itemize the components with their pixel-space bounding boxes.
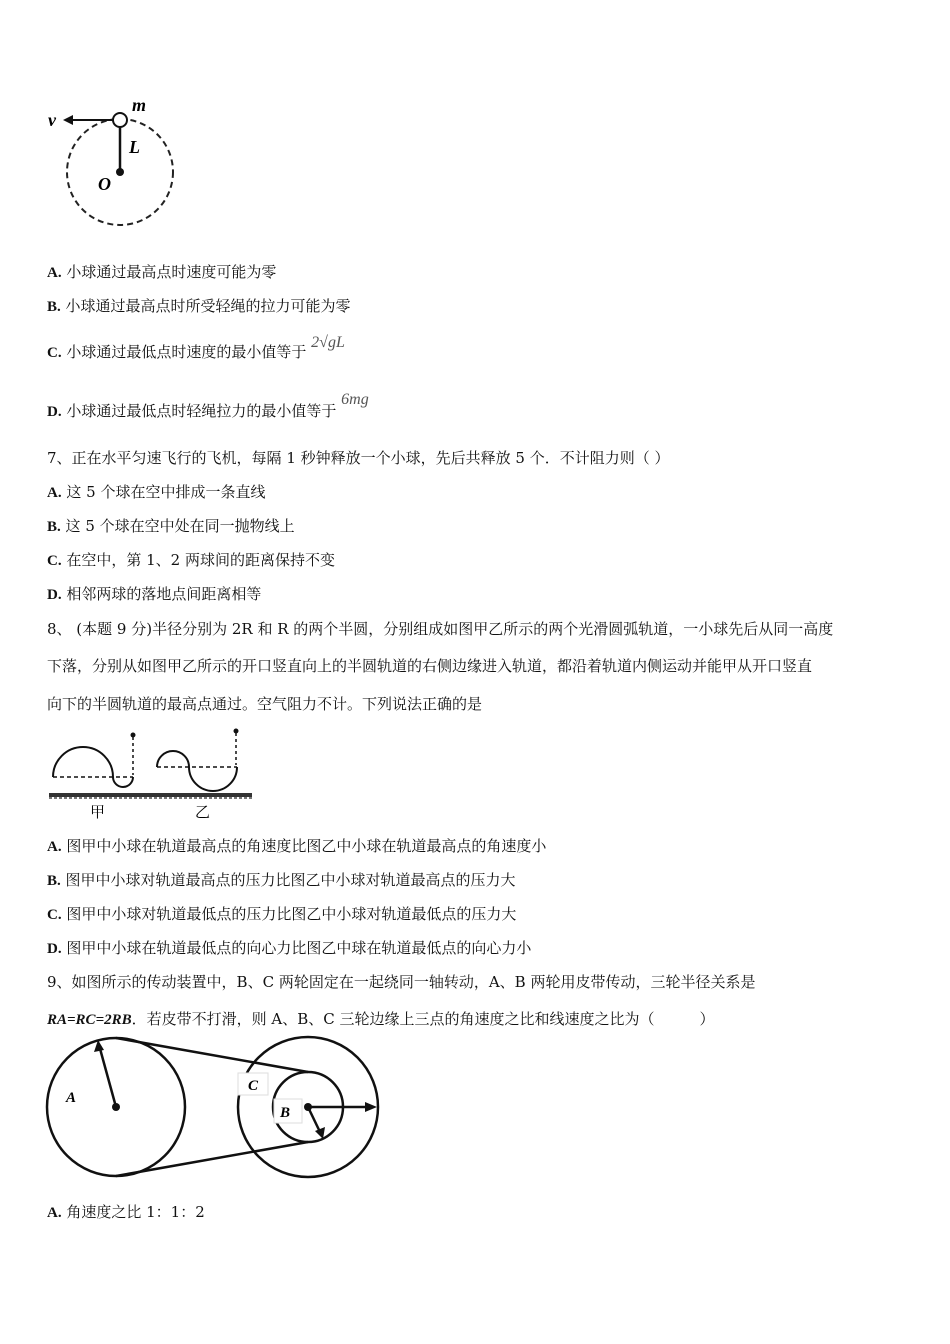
label-m: m — [132, 95, 147, 115]
label-b: B — [280, 1105, 291, 1121]
q9-stem-line2: RA=RC=2RB．若皮带不打滑，则 A、B、C 三轮边缘上三点的角速度之比和线速度之比为（ ） — [47, 1010, 715, 1028]
q7-stem: 7、正在水平匀速飞行的飞机，每隔 1 秒钟释放一个小球，先后共释放 5 个．不计阻力则（ ） — [47, 449, 670, 467]
yi-lower-track — [189, 767, 237, 791]
q6-option-d: D. 小球通过最低点时轻绳拉力的最小值等于 6mg — [47, 391, 369, 420]
belt-drive-figure — [42, 1035, 382, 1180]
math-6mg: 6mg — [341, 391, 369, 408]
label-yi: 乙 — [195, 805, 211, 821]
q9-option-a: A. 角速度之比 1：1：2 — [47, 1203, 205, 1221]
q8-stem-line1: 8、 (本题 9 分)半径分别为 2R 和 R 的两个半圆，分别组成如图甲乙所示的两个光滑圆弧轨道，一小球先后从同一高度 — [47, 620, 834, 638]
wheel-c-radius-head — [365, 1102, 377, 1112]
q8-option-c: C. 图甲中小球对轨道最低点的压力比图乙中小球对轨道最低点的压力大 — [47, 905, 517, 923]
track-figure — [47, 725, 257, 825]
wheel-a-radius — [99, 1045, 116, 1107]
pendulum-figure — [45, 95, 185, 235]
q7-option-a: A. 这 5 个球在空中排成一条直线 — [47, 483, 266, 501]
jia-lower-track — [113, 777, 133, 787]
q6-option-a: A. 小球通过最高点时速度可能为零 — [47, 263, 277, 281]
wheel-b-radius — [308, 1107, 320, 1132]
jia-ball — [131, 733, 136, 738]
label-jia: 甲 — [90, 805, 106, 821]
q7-option-b: B. 这 5 个球在空中处在同一抛物线上 — [47, 517, 295, 535]
q8-option-b: B. 图甲中小球对轨道最高点的压力比图乙中小球对轨道最高点的压力大 — [47, 871, 516, 889]
yi-ball — [234, 729, 239, 734]
q7-option-d: D. 相邻两球的落地点间距离相等 — [47, 585, 262, 603]
q8-option-a: A. 图甲中小球在轨道最高点的角速度比图乙中小球在轨道最高点的角速度小 — [47, 837, 547, 855]
q8-option-d: D. 图甲中小球在轨道最低点的向心力比图乙中球在轨道最低点的向心力小 — [47, 939, 532, 957]
velocity-arrow-head — [63, 115, 73, 125]
q6-option-c: C. 小球通过最低点时速度的最小值等于 2√gL — [47, 334, 345, 361]
q8-stem-line3: 向下的半圆轨道的最高点通过。空气阻力不计。下列说法正确的是 — [47, 695, 483, 713]
label-a: A — [66, 1090, 77, 1106]
label-c: C — [248, 1078, 259, 1094]
ball-m — [113, 113, 127, 127]
yi-upper-track — [157, 751, 189, 767]
label-L: L — [129, 137, 140, 157]
math-2-sqrt-gl: 2√gL — [311, 334, 345, 351]
jia-upper-track — [53, 747, 113, 777]
q6-option-b: B. 小球通过最高点时所受轻绳的拉力可能为零 — [47, 297, 351, 315]
center-point-O — [116, 168, 124, 176]
q8-stem-line2: 下落，分别从如图甲乙所示的开口竖直向上的半圆轨道的右侧边缘进入轨道，都沿着轨道内侧运动并能甲从开口竖直 — [47, 657, 813, 675]
q9-stem-line1: 9、如图所示的传动装置中，B、C 两轮固定在一起绕同一轴转动，A、B 两轮用皮带传动，三轮半径关系是 — [47, 973, 756, 991]
q7-option-c: C. 在空中，第 1、2 两球间的距离保持不变 — [47, 551, 335, 569]
radius-relation: RA=RC=2RB — [47, 1012, 132, 1028]
label-v: v — [48, 110, 56, 130]
label-O: O — [98, 174, 111, 194]
